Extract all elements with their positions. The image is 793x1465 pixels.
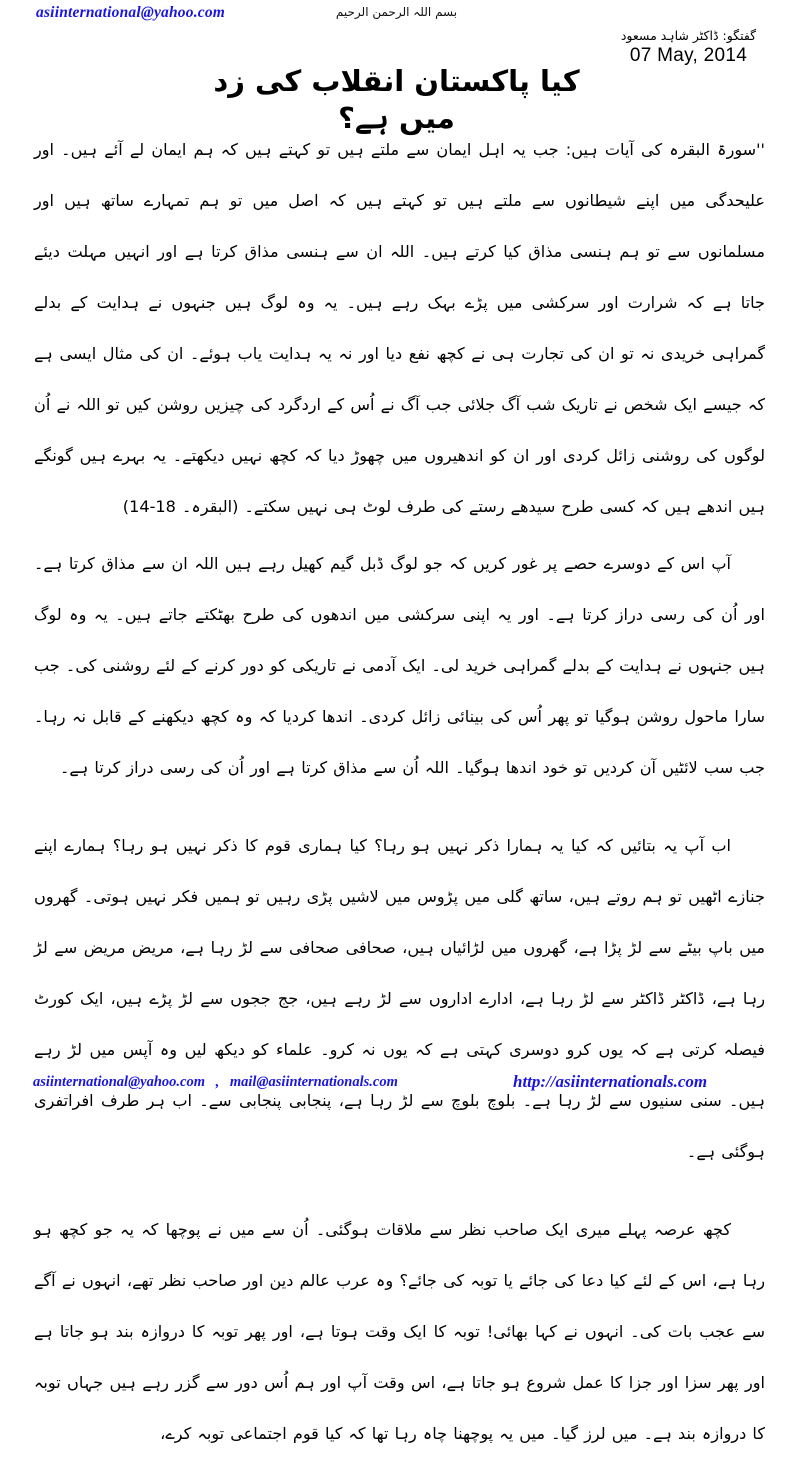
footer-email-separator: , bbox=[215, 1074, 220, 1090]
footer-email-secondary[interactable]: mail@asiinternationals.com bbox=[229, 1074, 398, 1090]
byline-author: گفتگو: ڈاکٹر شاہد مسعود bbox=[620, 28, 757, 43]
article-paragraph-commentary: آپ اس کے دوسرے حصے پر غور کریں کہ جو لوگ ڈبل گیم کھیل رہے ہیں اللہ ان سے مذاق کرتا ہے۔ اور اُن کی رسی دراز کرتا ہے۔ اور یہ اپنی سرکشی میں اندھوں کی طرح بھٹکتے جاتے ہیں۔ یہ وہ لوگ ہیں جنہوں نے ہدایت کے بدلے گمراہی خرید لی۔ ایک آدمی نے تاریکی کو دور کرنے کے لئے روشنی کی۔ جب سارا ماحول روشن ہوگیا تو پھر اُس کی بینائی زائل کردی۔ اندھا کردیا کہ وہ کچھ دیکھنے کے قابل نہ رہا۔ جب سب لائٹیں آن کردیں تو خود اندھا ہوگیا۔ اللہ اُن سے مذاق کرتا ہے اور اُن کی رسی دراز کرتا ہے۔ bbox=[34, 554, 765, 777]
header-email-link[interactable]: asiinternational@yahoo.com bbox=[36, 4, 226, 21]
article-paragraph-quote: ''سورۃ البقرہ کی آیات ہیں: جب یہ اہل ایمان سے ملتے ہیں تو کہتے ہیں کہ ہم ایمان لے آئے ہیں۔ اور علیحدگی میں اپنے شیطانوں سے ملتے ہیں تو کہتے ہیں کہ اصل میں تو ہم تمہارے ساتھ ہیں اور مسلمانوں سے تو ہم ہنسی مذاق کیا کرتے ہیں۔ اللہ ان سے ہنسی مذاق کرتا ہے اور انہیں مہلت دیئے جاتا ہے کہ شرارت اور سرکشی میں پڑے بہک رہے ہیں۔ یہ وہ لوگ ہیں جنہوں نے ہدایت کے بدلے گمراہی خریدی نہ تو ان کی تجارت ہی نے کچھ نفع دیا اور نہ یہ ہدایت یاب ہوئے۔ ان کی مثال ایسی ہے کہ جیسے ایک شخص نے تاریک شب آگ جلائی جب آگ نے اُس کے اردگرد کی چیزیں روشن کیں تو اللہ نے اُن لوگوں کی روشنی زائل کردی اور ان کو اندھیروں میں چھوڑ دیا کہ کچھ نہیں دیکھتے۔ یہ بہرے ہیں گونگے ہیں اندھے ہیں کہ کسی طرح سیدھے رستے کی طرف لوٹ ہی نہیں سکتے۔ (البقرہ۔ 18-14) bbox=[34, 140, 765, 516]
page-footer bbox=[0, 1074, 793, 1098]
article-paragraph-anecdote: کچھ عرصہ پہلے میری ایک صاحب نظر سے ملاقات ہوگئی۔ اُن سے میں نے پوچھا کہ یہ جو کچھ ہو رہا ہے، اس کے لئے کیا دعا کی جائے یا توبہ کی جائے؟ وہ عرب عالم دین اور صاحب نظر تھے، انہوں نے آگے سے عجب بات کی۔ انہوں نے کہا بھائی! توبہ کا ایک وقت ہوتا ہے، اور پھر توبہ کا دروازہ بند ہو جاتا ہے اور پھر سزا اور جزا کا عمل شروع ہو جاتا ہے، اس وقت آپ اور ہم اُس دور سے گزر رہے ہیں جہاں توبہ کا دروازہ بند ہے۔ میں لرز گیا۔ میں یہ پوچھنا چاہ رہا تھا کہ کیا قوم اجتماعی توبہ کرے، bbox=[34, 1220, 765, 1443]
byline-block bbox=[606, 28, 771, 67]
page-masthead bbox=[0, 0, 793, 135]
page-title: کیا پاکستان انقلاب کی زد میں ہے؟ bbox=[213, 64, 580, 135]
article-body bbox=[34, 124, 765, 1465]
publication-date: 07 May, 2014 bbox=[629, 45, 748, 66]
footer-email-group bbox=[33, 1074, 398, 1091]
article-paragraph-nation: اب آپ یہ بتائیں کہ کیا یہ ہمارا ذکر نہیں ہو رہا؟ کیا ہماری قوم کا ذکر نہیں ہو رہا؟ ہمارے اپنے جنازے اٹھیں تو ہم روتے ہیں، ساتھ گلی میں پڑوس میں لاشیں پڑی رہیں تو ہمیں فکر نہیں ہوتی۔ گھروں میں باپ بیٹے سے لڑ پڑا ہے، گھروں میں لڑائیاں ہیں، صحافی صحافی سے لڑ رہا ہے، مریض مریض سے لڑ رہا ہے، ڈاکٹر ڈاکٹر سے لڑ رہا ہے، ادارے اداروں سے لڑ رہے ہیں، جج ججوں سے لڑ پڑے ہیں، ایک کورٹ فیصلہ کرتی ہے کہ یوں کرو دوسری کہتی ہے کہ یوں نہ کرو۔ علماء کو دیکھ لیں وہ آپس میں لڑ رہے ہیں۔ سنی سنیوں سے لڑ رہا ہے۔ بلوچ بلوچ سے لڑ رہا ہے، پنجابی پنجابی سے۔ اب ہر طرف افراتفری ہوگئی ہے۔ bbox=[34, 836, 765, 1161]
footer-website-link[interactable]: http://asiinternationals.com bbox=[513, 1072, 708, 1091]
footer-email-primary[interactable]: asiinternational@yahoo.com bbox=[33, 1074, 205, 1090]
bismillah-line: بسم اللہ الرحمن الرحیم bbox=[335, 5, 458, 19]
